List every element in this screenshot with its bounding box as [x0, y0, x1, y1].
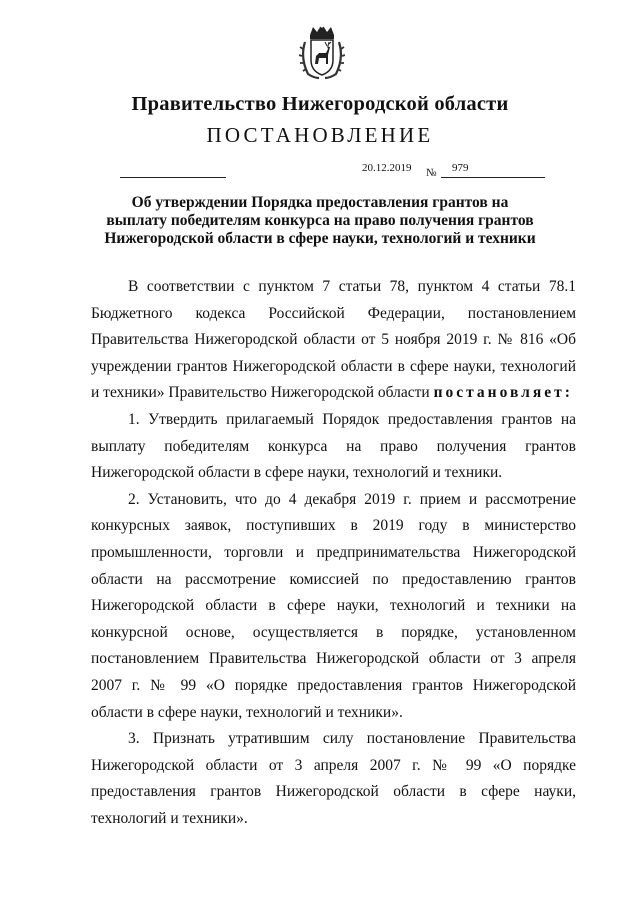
signature-line-left	[120, 177, 226, 178]
document-heading	[100, 194, 540, 248]
heading-line-3: Нижегородской области в сфере науки, технологий и техники	[104, 230, 536, 247]
number-sign: №	[426, 167, 437, 179]
number-underline	[441, 177, 545, 178]
document-number: 979	[452, 162, 469, 174]
heading-line-2: выплату победителям конкурса на право получения грантов	[106, 212, 534, 229]
coat-of-arms-icon	[299, 22, 345, 80]
item-2: 2. Установить, что до 4 декабря 2019 г. прием и рассмотрение конкурсных заявок, поступивших в 2019 году в министерство промышленности, торговли и предпринимательства Нижегородской области на рассмотрение комиссией по предоставлению грантов Нижегородской области в сфере науки, технологий и техники на конкурсной основе, осуществляется в порядке, установленном постановлением Правительства Нижегородской области от 3 апреля 2007 г. № 99 «О порядке предоставления грантов Нижегородской области в сфере науки, технологий и техники».	[91, 490, 576, 721]
document-type: ПОСТАНОВЛЕНИЕ	[206, 123, 434, 147]
item-1: 1. Утвердить прилагаемый Порядок предоставления грантов на выплату победителям конкурса на право получения грантов Нижегородской области в сфере науки, технологий и техники.	[91, 410, 576, 482]
decree-word: постановляет:	[433, 384, 573, 402]
document-date: 20.12.2019	[362, 162, 412, 174]
item-3: 3. Признать утратившим силу постановление Правительства Нижегородской области от 3 апреля 2007 г. № 99 «О порядке предоставления грантов Нижегородской области в сфере науки, технологий и техники».	[91, 730, 576, 827]
government-title: Правительство Нижегородской области	[131, 93, 509, 115]
preamble-paragraph	[91, 274, 576, 407]
document-body	[91, 274, 576, 832]
heading-line-1: Об утверждении Порядка предоставления грантов на	[131, 194, 509, 211]
preamble-text: В соответствии с пунктом 7 статьи 78, пунктом 4 статьи 78.1 Бюджетного кодекса Российской Федерации, постановлением Правительства Нижегородской области от 5 ноября 2019 г. № 816 «Об учреждении грантов Нижегородской области в сфере науки, технологий и техники» Правительство Нижегородской области	[91, 278, 576, 402]
